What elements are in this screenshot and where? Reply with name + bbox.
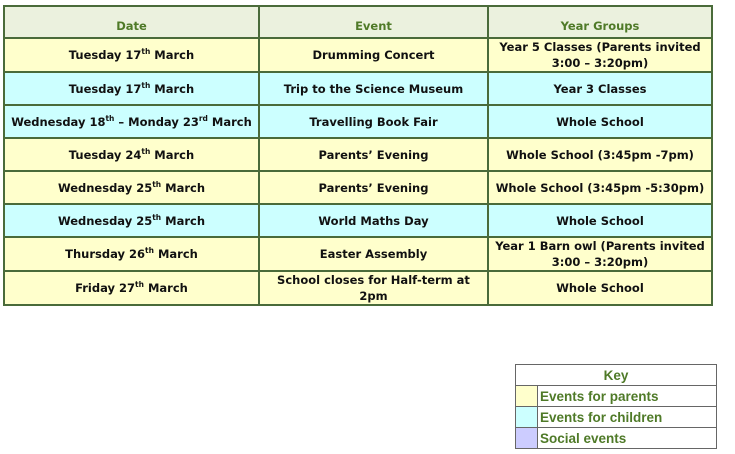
key-label-parents: Events for parents <box>538 386 717 407</box>
date-text: Tuesday 17 <box>68 48 142 62</box>
date-ordinal: th <box>135 280 144 290</box>
cell-date <box>4 171 259 204</box>
table-row <box>4 105 712 138</box>
cell-year-groups: Year 5 Classes (Parents invited 3:00 – 3:20pm) <box>488 38 712 72</box>
table-row <box>4 204 712 237</box>
table-row <box>4 271 712 305</box>
key-swatch-children <box>516 407 538 428</box>
date-month: March <box>143 281 188 295</box>
date-month: March <box>150 147 195 162</box>
table-row <box>4 171 712 204</box>
events-table <box>3 5 713 306</box>
date-ordinal: th <box>141 80 151 90</box>
header-event: Event <box>259 6 488 38</box>
date-ordinal: th <box>105 113 115 123</box>
table-row <box>4 237 712 271</box>
key-label-children: Events for children <box>538 407 717 428</box>
key-legend <box>515 364 717 449</box>
cell-event: Drumming Concert <box>259 38 488 72</box>
key-title: Key <box>516 365 717 386</box>
date-ordinal: th <box>141 47 151 57</box>
date-text: Wednesday 18 <box>11 114 106 129</box>
date-month: March <box>207 114 252 129</box>
cell-year-groups: Year 1 Barn owl (Parents invited 3:00 – 3:20pm) <box>488 237 712 271</box>
date-text: Wednesday 25 <box>57 213 153 228</box>
cell-date <box>4 72 259 105</box>
cell-event: Trip to the Science Museum <box>259 72 488 105</box>
date-text: Tuesday 24 <box>68 147 142 162</box>
date-month: March <box>153 247 198 261</box>
cell-date <box>4 38 259 72</box>
date-text: – Monday 23 <box>114 114 199 129</box>
date-month: March <box>150 81 195 96</box>
cell-event: Parents’ Evening <box>259 138 488 171</box>
date-text: Thursday 26 <box>65 247 146 261</box>
key-label-social: Social events <box>538 428 717 449</box>
cell-date <box>4 204 259 237</box>
cell-year-groups: Whole School (3:45pm -5:30pm) <box>488 171 712 204</box>
cell-year-groups: Whole School <box>488 105 712 138</box>
cell-date <box>4 138 259 171</box>
date-ordinal: th <box>152 179 162 189</box>
date-ordinal: th <box>152 212 162 222</box>
cell-event: Parents’ Evening <box>259 171 488 204</box>
cell-year-groups: Whole School <box>488 271 712 305</box>
date-ordinal: th <box>141 146 151 156</box>
table-row <box>4 138 712 171</box>
date-ordinal: rd <box>198 113 208 123</box>
cell-year-groups: Whole School (3:45pm -7pm) <box>488 138 712 171</box>
cell-date <box>4 271 259 305</box>
cell-date <box>4 105 259 138</box>
date-text: Friday 27 <box>75 281 136 295</box>
date-month: March <box>161 213 206 228</box>
header-date: Date <box>4 6 259 38</box>
date-month: March <box>150 48 195 62</box>
table-row <box>4 38 712 72</box>
cell-year-groups: Year 3 Classes <box>488 72 712 105</box>
header-year-groups: Year Groups <box>488 6 712 38</box>
date-text: Wednesday 25 <box>57 180 153 195</box>
cell-event: Travelling Book Fair <box>259 105 488 138</box>
cell-year-groups: Whole School <box>488 204 712 237</box>
cell-event: Easter Assembly <box>259 237 488 271</box>
header-row <box>4 6 712 38</box>
table-row <box>4 72 712 105</box>
date-text: Tuesday 17 <box>68 81 142 96</box>
key-swatch-social <box>516 428 538 449</box>
date-month: March <box>161 180 206 195</box>
date-ordinal: th <box>145 246 154 256</box>
cell-event: School closes for Half-term at 2pm <box>259 271 488 305</box>
key-swatch-parents <box>516 386 538 407</box>
cell-date <box>4 237 259 271</box>
cell-event: World Maths Day <box>259 204 488 237</box>
